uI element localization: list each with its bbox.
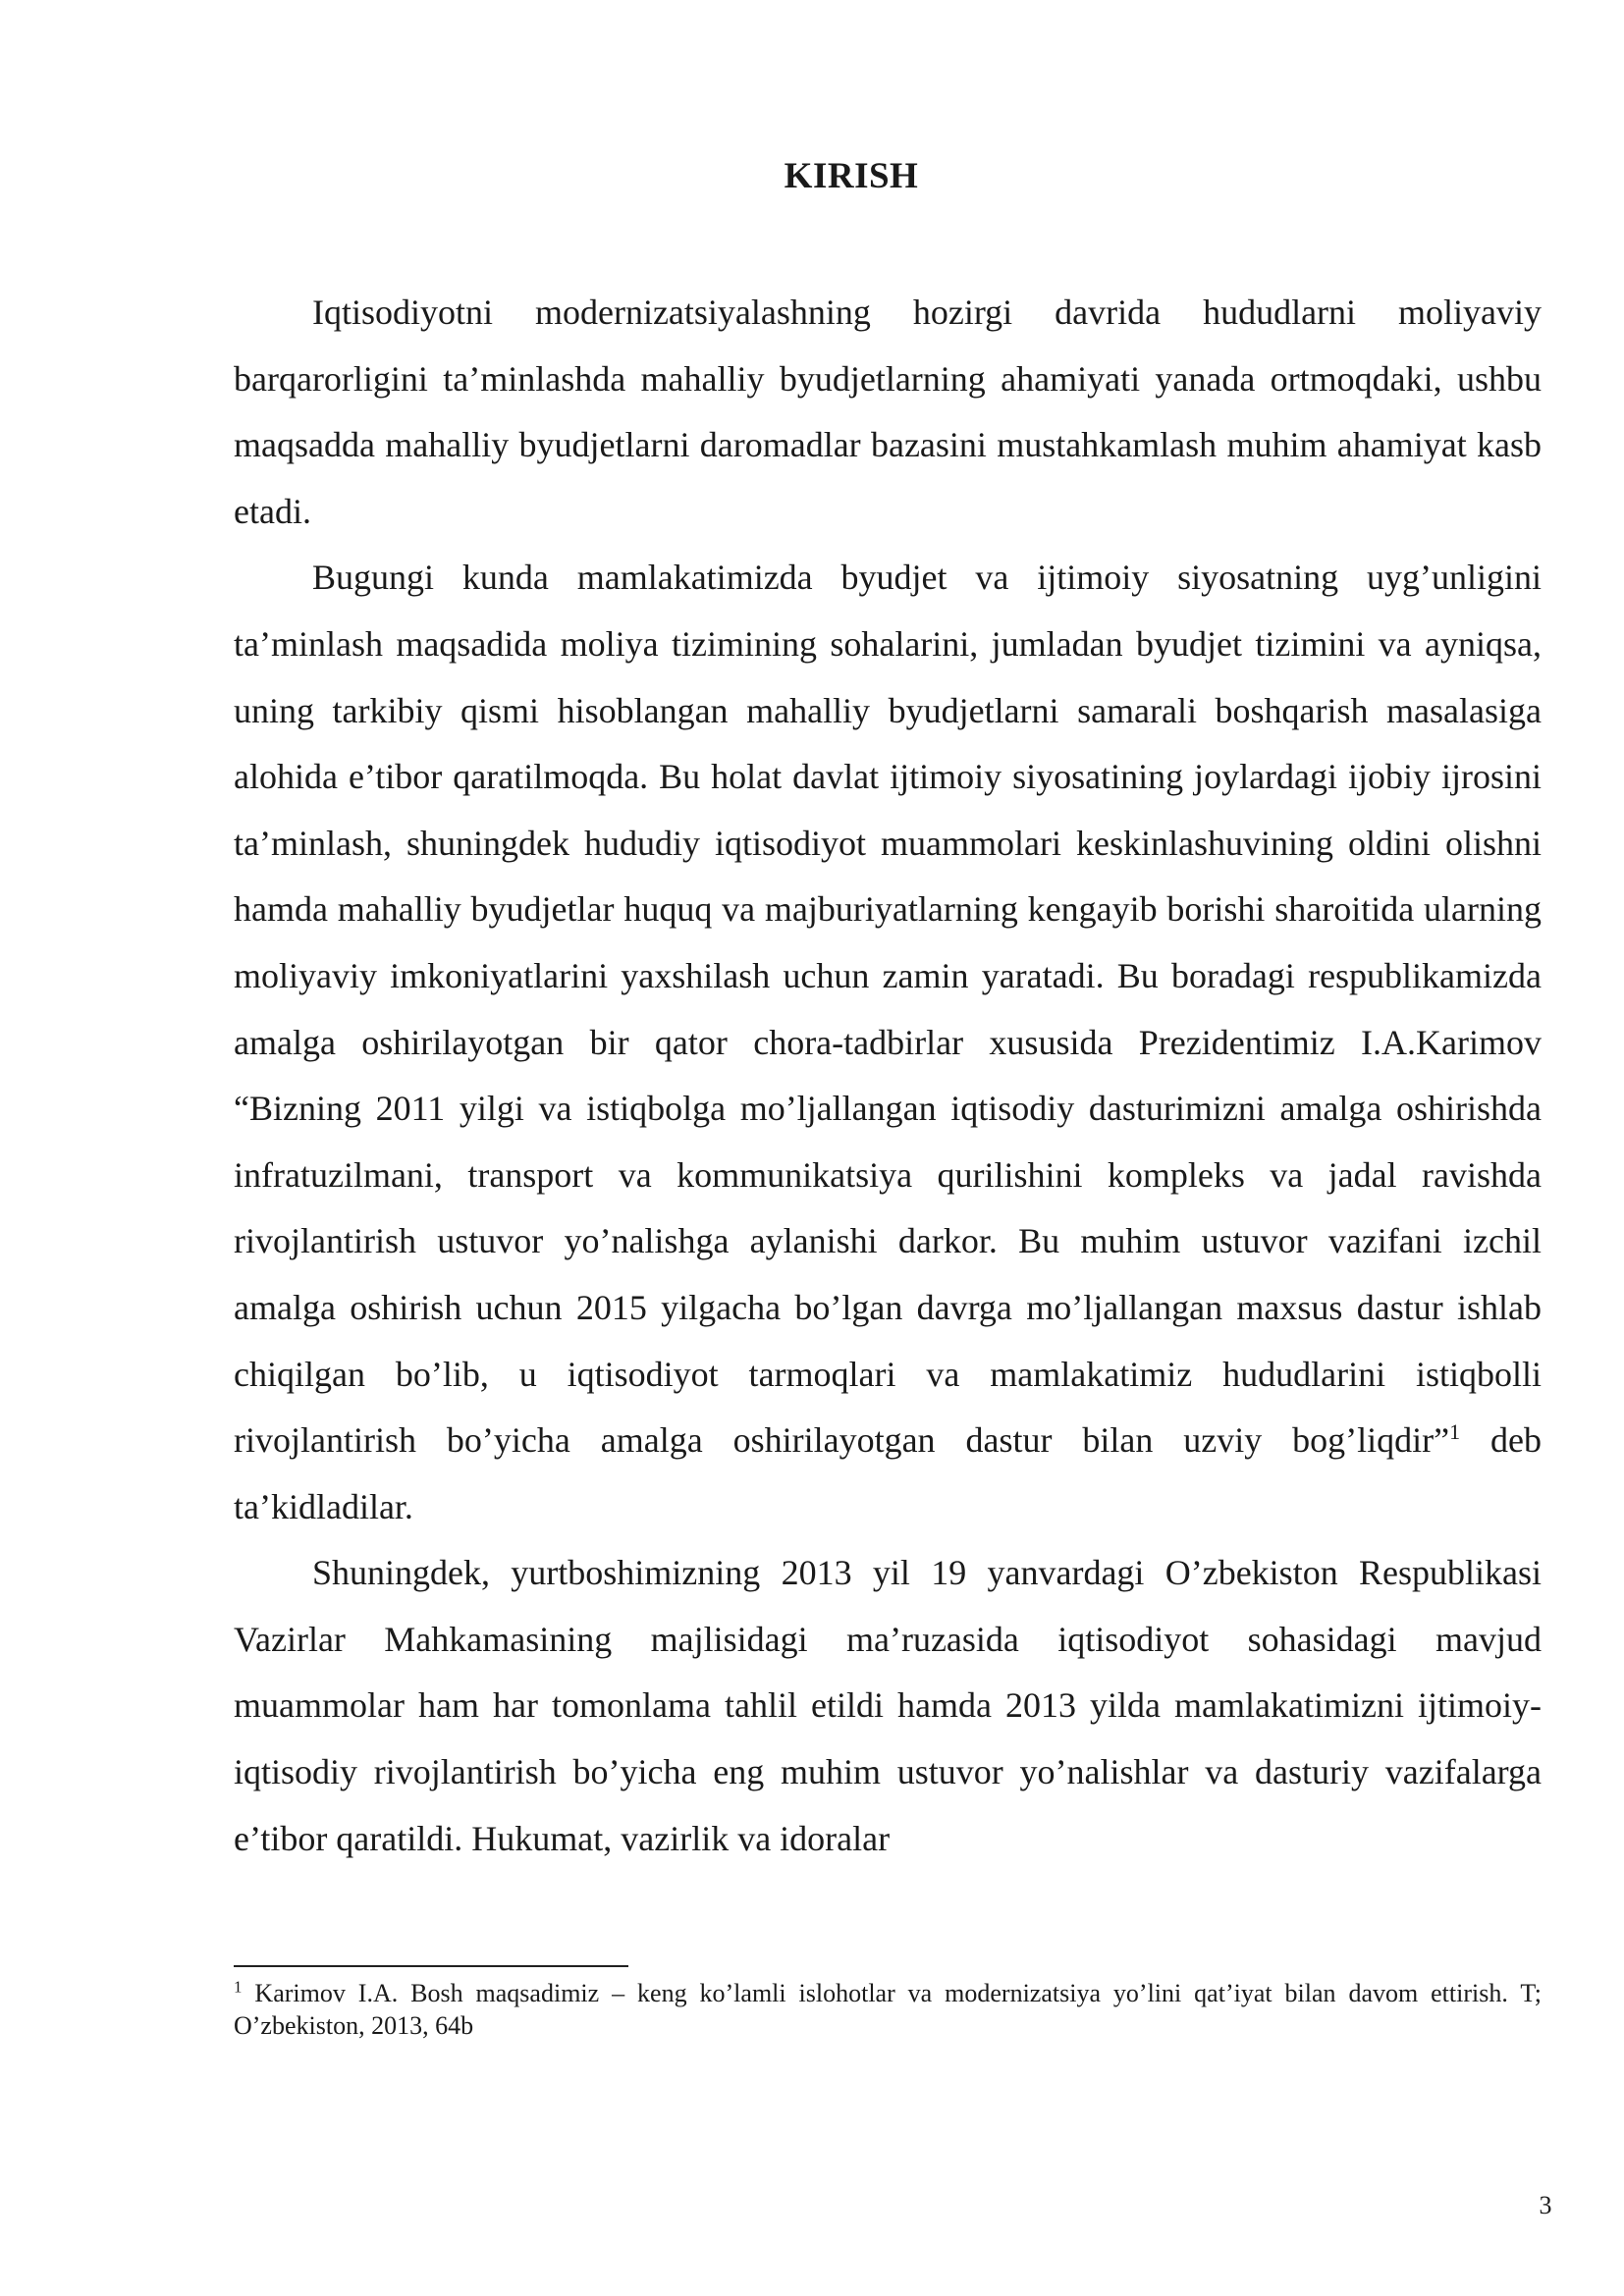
footnote-separator [234, 1965, 628, 1967]
footnote-reference[interactable]: 1 [1449, 1419, 1461, 1445]
paragraph-3-text: Shuningdek, yurtboshimizning 2013 yil 19 yanvardagi O’zbekiston Respublikasi Vazirlar Mahkamasining majlisidagi ma’ruzasida iqtisodiyot sohasidagi mavjud muammolar ham har tomonlama tahlil etildi hamda 2013 yilda mamlakatimizni ijtimoiy-iqtisodiy rivojlantirish bo’yicha eng muhim ustuvor yo’nalishlar va dasturiy vazifalarga e’tibor qaratildi. Hukumat, vazirlik va idoralar [234, 1553, 1542, 1858]
paragraph-1 [234, 280, 1542, 545]
footnote [234, 1977, 1542, 2042]
paragraph-2-text: Bugungi kunda mamlakatimizda byudjet va ijtimoiy siyosatning uyg’unligini ta’minlash maqsadida moliya tizimining sohalarini, jumladan byudjet tizimini va ayniqsa, uning tarkibiy qismi hisoblangan mahalliy byudjetlarni samarali boshqarish masalasiga alohida e’tibor qaratilmoqda. Bu holat davlat ijtimoiy siyosatining joylardagi ijobiy ijrosini ta’minlash, shuningdek hududiy iqtisodiyot muammolari keskinlashuvining oldini olishni hamda mahalliy byudjetlar huquq va majburiyatlarning kengayib borishi sharoitida ularning moliyaviy imkoniyatlarini yaxshilash uchun zamin yaratadi. Bu boradagi respublikamizda amalga oshirilayotgan bir qator chora-tadbirlar xususida Prezidentimiz I.A.Karimov “Bizning 2011 yilgi va istiqbolga mo’ljallangan iqtisodiy dasturimizni amalga oshirishda infratuzilmani, transport va kommunikatsiya qurilishini kompleks va jadal ravishda rivojlantirish ustuvor yo’nalishga aylanishi darkor. Bu muhim ustuvor vazifani izchil amalga oshirish uchun 2015 yilgacha bo’lgan davrga mo’ljallangan maxsus dastur ishlab chiqilgan bo’lib, u iqtisodiyot tarmoqlari va mamlakatimiz hududlarini istiqbolli rivojlantirish bo’yicha amalga oshirilayotgan dastur bilan uzviy bog’liqdir” [234, 558, 1542, 1461]
paragraph-2-tail: deb ta’kidladilar. [234, 1420, 1542, 1526]
footnote-number: 1 [234, 1977, 243, 1997]
paragraph-3 [234, 1540, 1542, 1872]
body-text [234, 280, 1542, 1872]
page-number: 3 [1539, 2191, 1552, 2219]
page-heading: KIRISH [784, 156, 919, 196]
paragraph-2 [234, 545, 1542, 1540]
paragraph-1-text: Iqtisodiyotni modernizatsiyalashning hozirgi davrida hududlarni moliyaviy barqarorligini ta’minlashda mahalliy byudjetlarning ahamiyati yanada ortmoqdaki, ushbu maqsadda mahalliy byudjetlarni daromadlar bazasini mustahkamlash muhim ahamiyat kasb etadi. [234, 293, 1542, 531]
footnote-text: Karimov I.A. Bosh maqsadimiz – keng ko’lamli islohotlar va modernizatsiya yo’lini qat’iyat bilan davom ettirish. T; O’zbekiston, 2013, 64b [234, 1979, 1542, 2040]
